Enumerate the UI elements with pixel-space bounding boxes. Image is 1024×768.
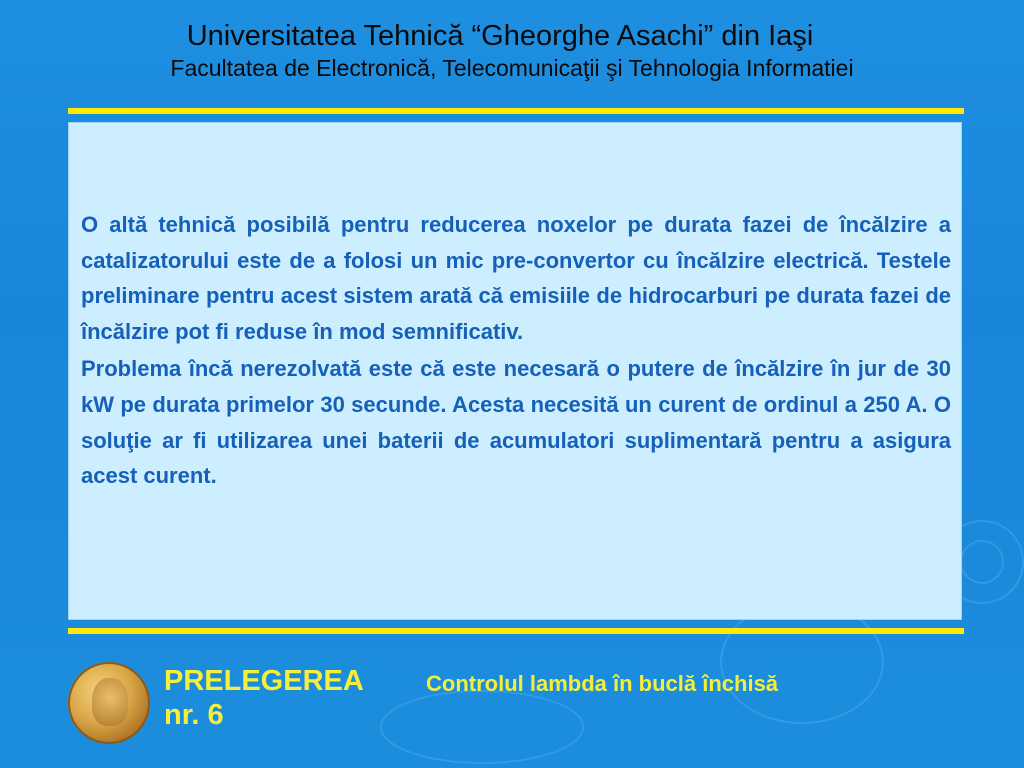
lecture-number: nr. 6 [164, 699, 224, 731]
lecture-word: PRELEGEREA [164, 665, 364, 697]
medal-portrait [92, 678, 128, 726]
content-panel [68, 122, 962, 620]
university-medal-logo [68, 662, 150, 744]
lecture-title: Controlul lambda în buclă închisă [426, 671, 779, 696]
paragraph: Problema încă nerezolvată este că este necesară o putere de încălzire în jur de 30 kW pe durata primelor 30 secunde. Acesta necesită un curent de ordinul a 250 A. O soluţie ar fi utilizarea unei baterii de acumulatori suplimentară pentru a asigura acest curent. [81, 356, 951, 489]
body-text [81, 207, 951, 494]
bottom-divider [68, 628, 964, 634]
university-title: Universitatea Tehnică “Gheorghe Asachi” din Iaşi [186, 20, 814, 52]
lecture-label [164, 664, 364, 732]
background-ripple [380, 690, 584, 764]
top-divider [68, 108, 964, 114]
paragraph: O altă tehnică posibilă pentru reducerea noxelor pe durata fazei de încălzire a catalizatorului este de a folosi un mic pre-convertor cu încălzire electrică. Testele preliminare pentru acest sistem arată că emisiile de hidrocarburi pe durata fazei de încălzire pot fi reduse în mod semnificativ. [81, 212, 951, 344]
slide-header [0, 18, 1024, 82]
faculty-subtitle: Facultatea de Electronică, Telecomunicaţii şi Tehnologia Informatiei [170, 55, 854, 81]
